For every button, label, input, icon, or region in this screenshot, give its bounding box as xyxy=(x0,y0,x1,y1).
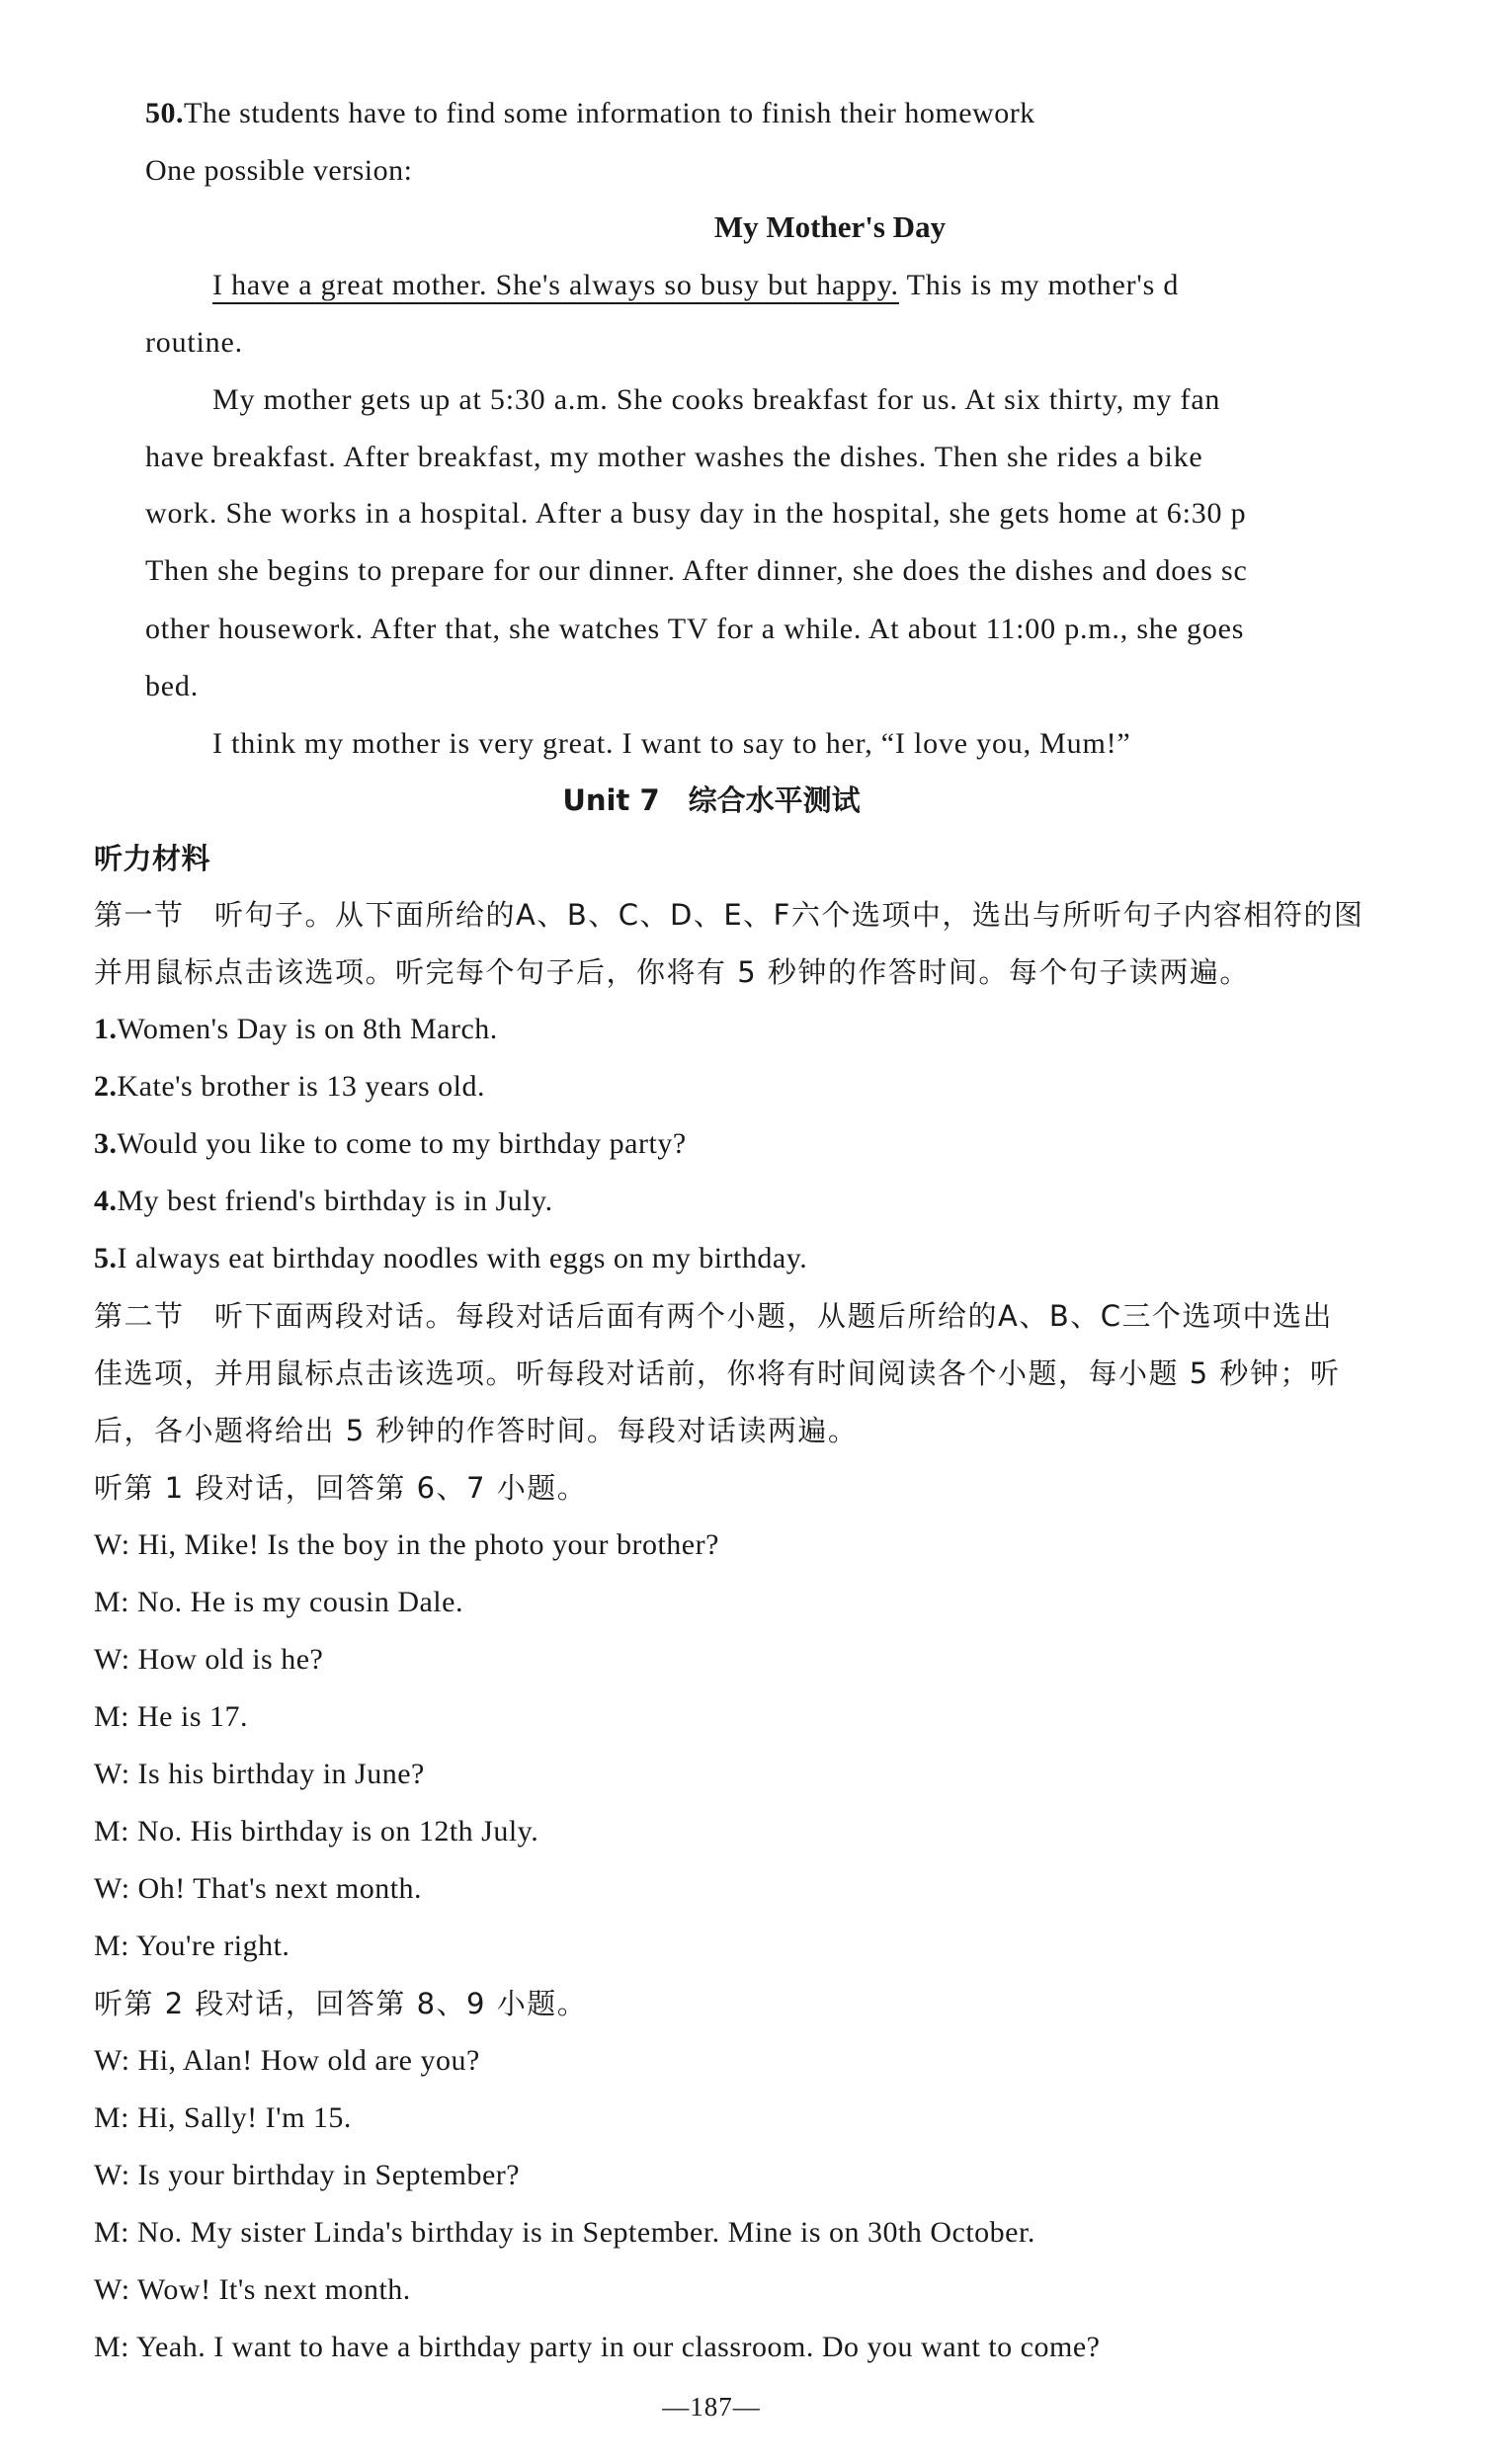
sentence-text: Women's Day is on 8th March. xyxy=(117,1013,498,1045)
dialog-line: M: No. His birthday is on 12th July. xyxy=(94,1815,539,1848)
sentence-rest: This is my mother's d xyxy=(898,269,1180,301)
essay-paragraph-1-line-2: routine. xyxy=(145,326,243,359)
item-50 xyxy=(145,94,1035,133)
sentence-number: 5. xyxy=(94,1242,118,1274)
sentence-text: I always eat birthday noodles with eggs on my birthday. xyxy=(117,1242,808,1274)
part-2-instruction-line-2: 佳选项，并用鼠标点击该选项。听每段对话前，你将有时间阅读各个小题，每小题 5 秒钟；听 xyxy=(94,1356,1341,1390)
dialog-line: W: Is his birthday in June? xyxy=(94,1758,425,1790)
dialog-line: W: How old is he? xyxy=(94,1643,324,1676)
part-2-instruction-line-1: 第二节 听下面两段对话。每段对话后面有两个小题，从题后所给的A、B、C三个选项中选出 xyxy=(94,1299,1333,1333)
essay-paragraph-3-line-1: I think my mother is very great. I want to say to her, “I love you, Mum!” xyxy=(212,727,1131,760)
unit-title-text: Unit 7 综合水平测试 xyxy=(562,783,861,817)
part-1-instruction-line-2: 并用鼠标点击该选项。听完每个句子后，你将有 5 秒钟的作答时间。每个句子读两遍。 xyxy=(94,955,1250,989)
underlined-sentence: I have a great mother. She's always so busy but happy. xyxy=(212,269,899,304)
dialog-line: M: No. He is my cousin Dale. xyxy=(94,1586,463,1618)
essay-paragraph-2-line-3: work. She works in a hospital. After a busy day in the hospital, she gets home at 6:30 p xyxy=(145,497,1247,530)
sentence-number: 2. xyxy=(94,1070,118,1103)
dialog-line: W: Hi, Alan! How old are you? xyxy=(94,2044,480,2077)
sentence-text: Kate's brother is 13 years old. xyxy=(117,1070,485,1103)
dialog-line: W: Wow! It's next month. xyxy=(94,2273,411,2306)
dialog-2-intro: 听第 2 段对话，回答第 8、9 小题。 xyxy=(94,1987,588,2020)
dialog-line: W: Is your birthday in September? xyxy=(94,2159,521,2191)
essay-paragraph-2-line-1: My mother gets up at 5:30 a.m. She cooks breakfast for us. At six thirty, my fan xyxy=(212,383,1221,416)
essay-paragraph-2-line-4: Then she begins to prepare for our dinner. After dinner, she does the dishes and does sc xyxy=(145,554,1248,587)
part-2-instruction-line-3: 后，各小题将给出 5 秒钟的作答时间。每段对话读两遍。 xyxy=(94,1414,859,1447)
section-heading: 听力材料 xyxy=(94,842,211,875)
sentence-text: Would you like to come to my birthday party? xyxy=(117,1127,687,1160)
essay-paragraph-2-line-6: bed. xyxy=(145,670,200,702)
part-1-instruction-line-1: 第一节 听句子。从下面所给的A、B、C、D、E、F六个选项中，选出与所听句子内容相符的图 xyxy=(94,898,1364,932)
essay-title: My Mother's Day xyxy=(713,209,947,244)
essay-paragraph-1-line-1 xyxy=(212,266,1179,305)
dialog-line: M: He is 17. xyxy=(94,1700,248,1733)
sentence-text: My best friend's birthday is in July. xyxy=(117,1185,553,1217)
dialog-line: M: No. My sister Linda's birthday is in September. Mine is on 30th October. xyxy=(94,2216,1035,2249)
dialog-line: W: Hi, Mike! Is the boy in the photo your brother? xyxy=(94,1528,719,1561)
sentence-number: 4. xyxy=(94,1185,118,1217)
essay-paragraph-2-line-5: other housework. After that, she watches TV for a while. At about 11:00 p.m., she goes xyxy=(145,613,1245,645)
dialog-line: W: Oh! That's next month. xyxy=(94,1872,423,1905)
sentence-item xyxy=(94,1239,807,1278)
dialog-line: M: Yeah. I want to have a birthday party in our classroom. Do you want to come? xyxy=(94,2331,1101,2363)
version-label: One possible version: xyxy=(145,154,413,187)
page-number: —187— xyxy=(662,2392,761,2422)
unit-title xyxy=(0,780,1423,820)
dialog-line: M: You're right. xyxy=(94,1930,290,1962)
sentence-number: 1. xyxy=(94,1013,118,1045)
sentence-item xyxy=(94,1124,687,1164)
sentence-item xyxy=(94,1182,553,1221)
essay-paragraph-2-line-2: have breakfast. After breakfast, my mother washes the dishes. Then she rides a bike xyxy=(145,441,1203,473)
dialog-1-intro: 听第 1 段对话，回答第 6、7 小题。 xyxy=(94,1471,588,1505)
item-text: The students have to find some information to finish their homework xyxy=(184,97,1035,129)
item-number: 50. xyxy=(145,97,184,129)
dialog-line: M: Hi, Sally! I'm 15. xyxy=(94,2101,352,2134)
sentence-item xyxy=(94,1067,485,1107)
sentence-number: 3. xyxy=(94,1127,118,1160)
sentence-item xyxy=(94,1010,498,1049)
